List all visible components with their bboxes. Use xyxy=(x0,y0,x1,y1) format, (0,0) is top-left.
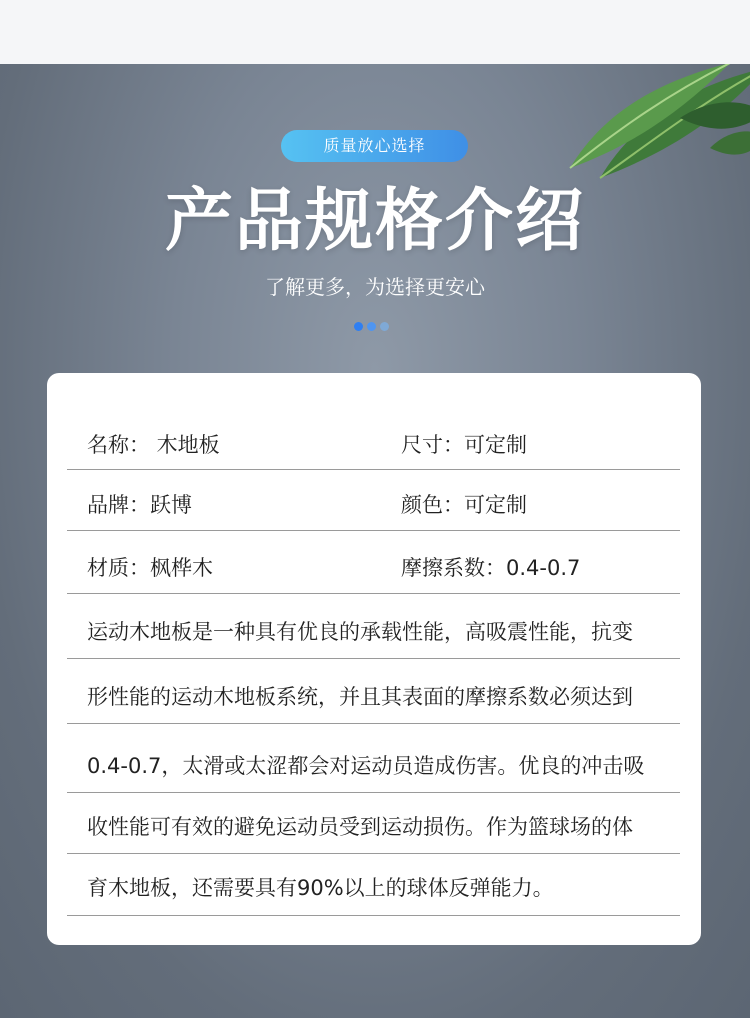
spec-name: 名称： 木地板 xyxy=(87,433,220,457)
description-line xyxy=(67,724,680,793)
description-text: 0.4-0.7，太滑或太涩都会对运动员造成伤害。优良的冲击吸 xyxy=(87,754,645,778)
spec-friction: 摩擦系数：0.4-0.7 xyxy=(401,556,581,580)
page-subtitle: 了解更多，为选择更安心 xyxy=(265,275,485,299)
spec-row xyxy=(67,470,680,531)
pagination-dots xyxy=(354,322,394,332)
spec-brand: 品牌：跃博 xyxy=(87,493,192,517)
description-line xyxy=(67,854,680,916)
spec-material: 材质：枫桦木 xyxy=(87,556,213,580)
dot-indicator xyxy=(380,322,389,331)
description-line xyxy=(67,659,680,724)
description-line xyxy=(67,594,680,659)
hero-section xyxy=(0,64,750,1018)
quality-badge: 质量放心选择 xyxy=(281,130,468,162)
leaf-decoration-icon xyxy=(560,64,750,188)
spec-row xyxy=(67,413,680,470)
description-line xyxy=(67,793,680,854)
spec-card xyxy=(47,373,701,945)
top-strip xyxy=(0,0,750,64)
spec-color: 颜色：可定制 xyxy=(401,493,527,517)
spec-row xyxy=(67,531,680,594)
page-title: 产品规格介绍 xyxy=(164,182,585,261)
spec-size: 尺寸：可定制 xyxy=(401,433,527,457)
description-text: 形性能的运动木地板系统，并且其表面的摩擦系数必须达到 xyxy=(87,685,633,709)
description-text: 育木地板，还需要具有90%以上的球体反弹能力。 xyxy=(87,876,554,900)
description-text: 运动木地板是一种具有优良的承载性能，高吸震性能，抗变 xyxy=(87,620,633,644)
description-text: 收性能可有效的避免运动员受到运动损伤。作为篮球场的体 xyxy=(87,815,633,839)
dot-indicator xyxy=(354,322,363,331)
dot-indicator xyxy=(367,322,376,331)
